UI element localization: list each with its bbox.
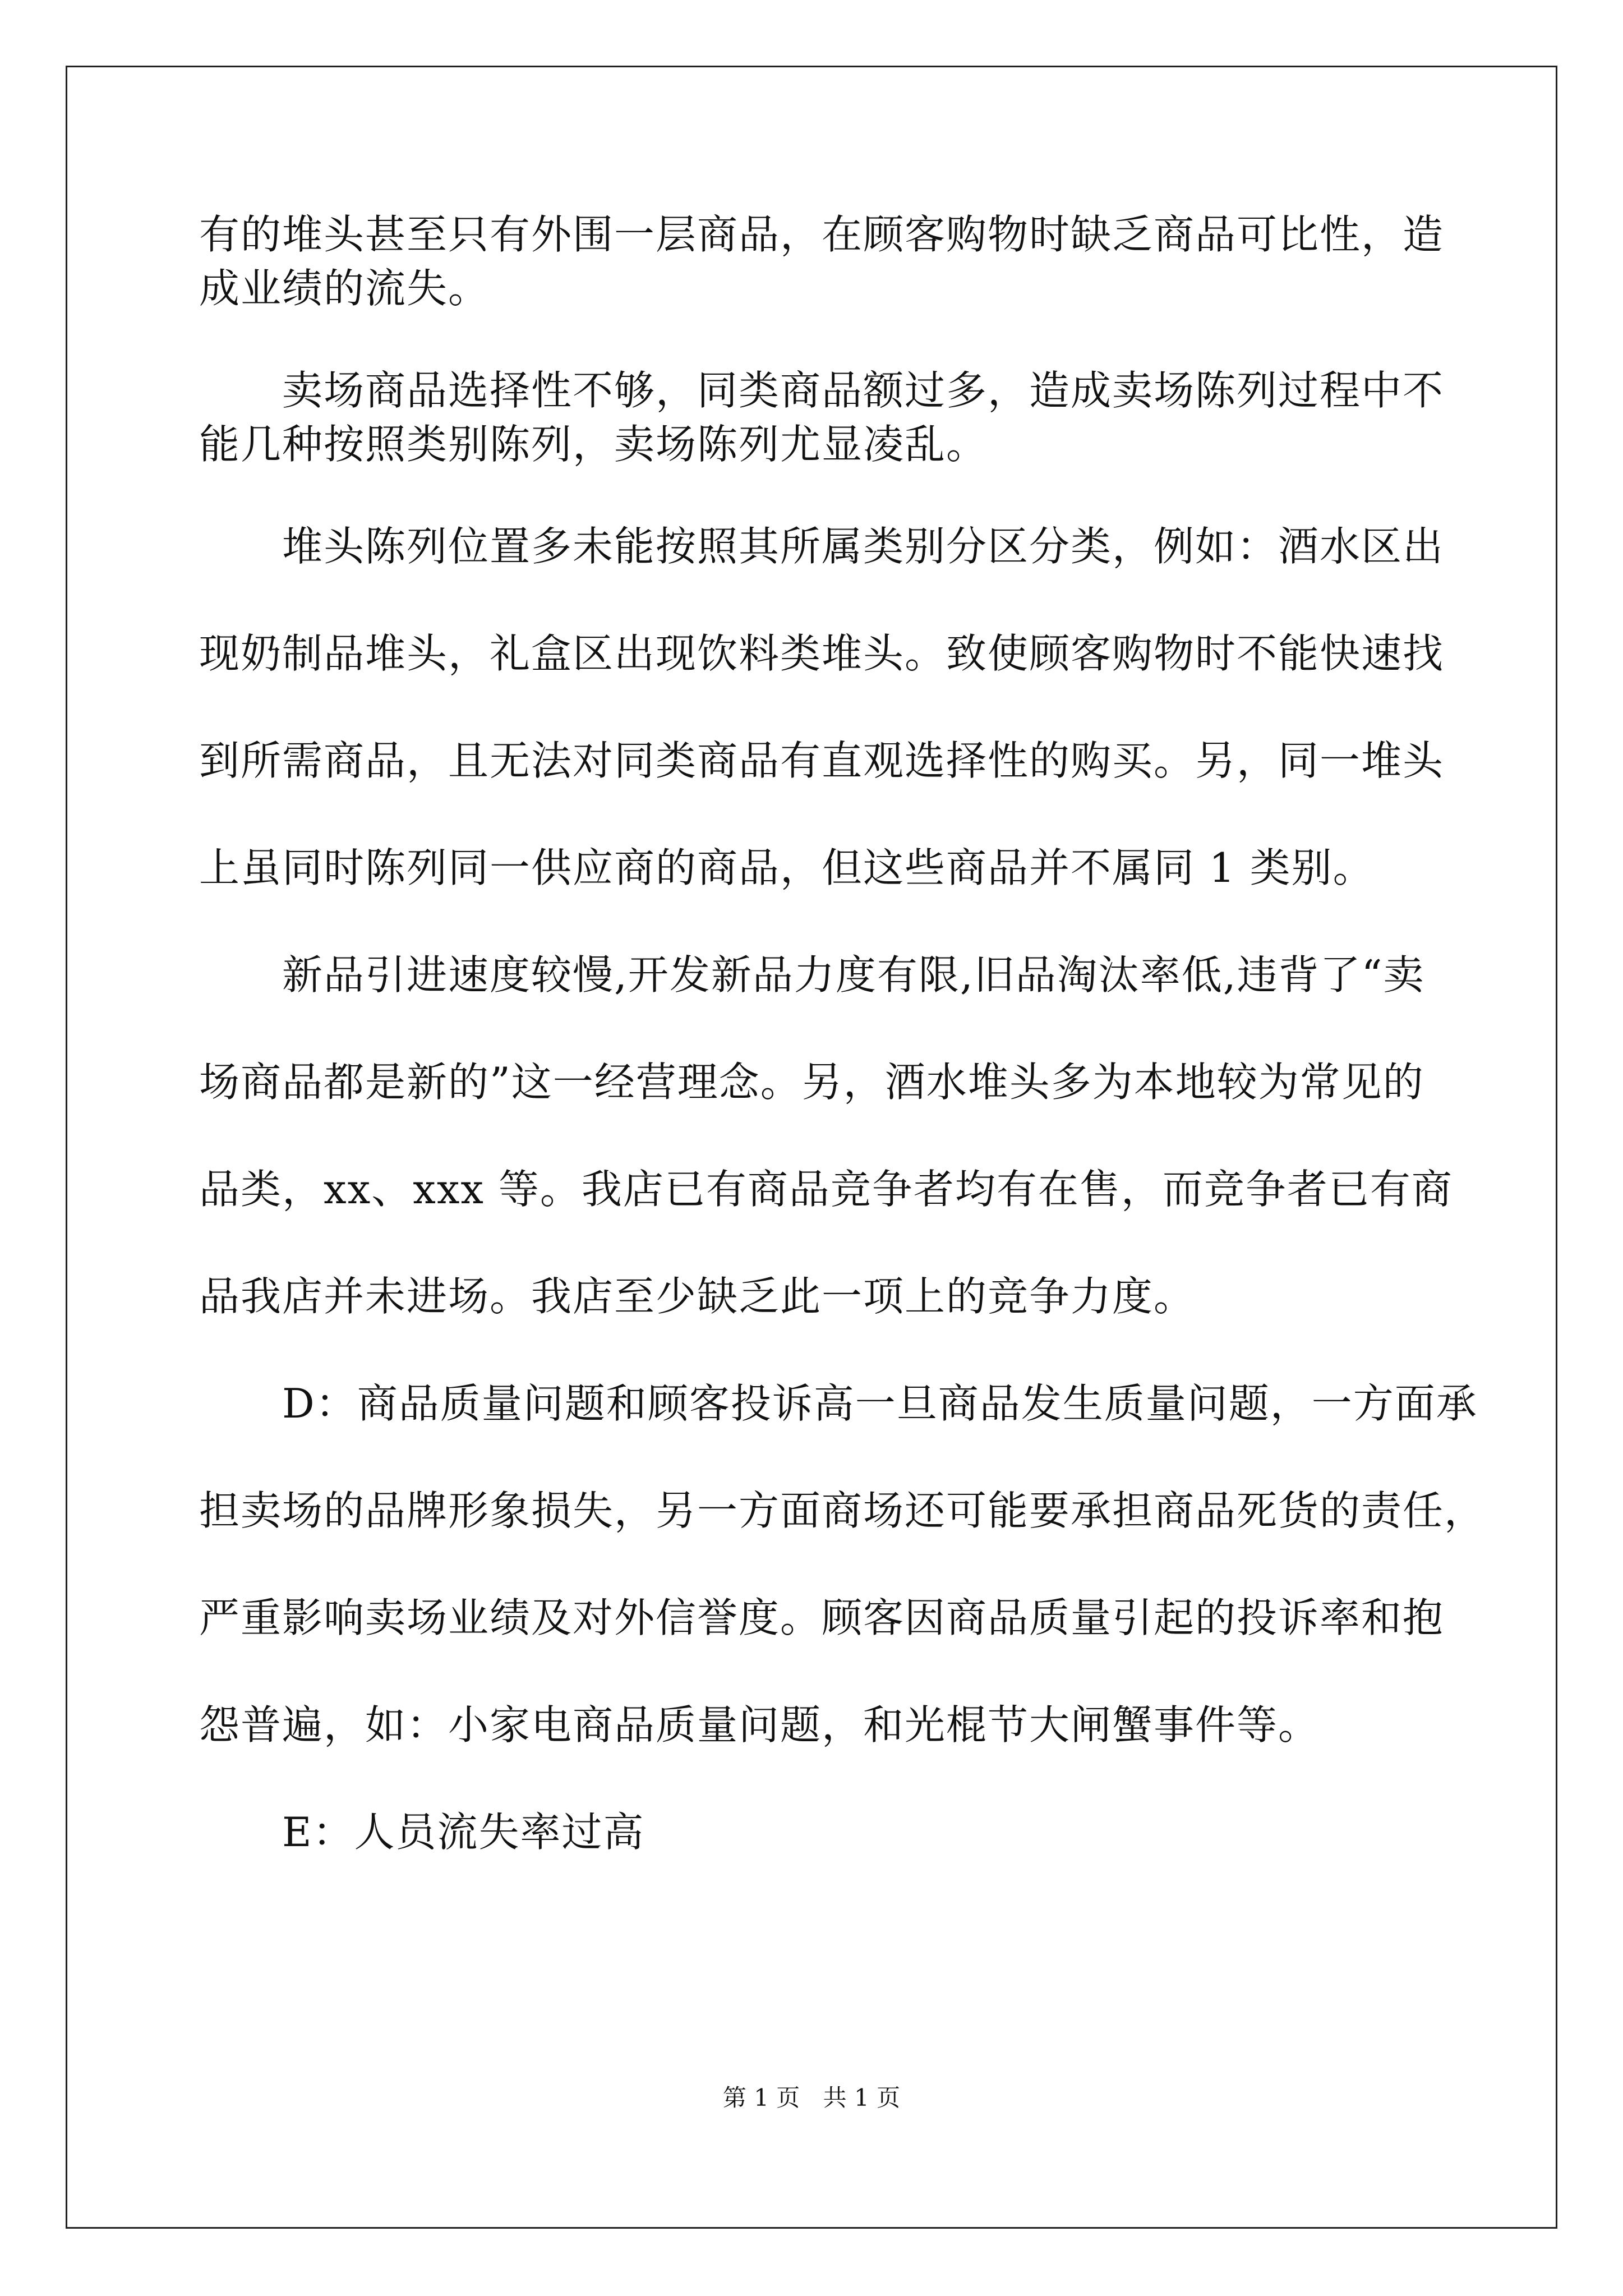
text-line: 品我店并未进场。我店至少缺乏此一项上的竞争力度。 <box>199 1273 1196 1320</box>
page-number: 第 1 页 <box>722 2084 800 2111</box>
text-line: 能几种按照类别陈列，卖场陈列尤显凌乱。 <box>199 421 988 468</box>
page-total: 共 1 页 <box>823 2084 901 2111</box>
text-line: 到所需商品，且无法对同类商品有直观选择性的购买。另，同一堆头 <box>199 737 1445 784</box>
text-line: 现奶制品堆头，礼盒区出现饮料类堆头。致使顾客购物时不能快速找 <box>199 630 1445 677</box>
text-line: 卖场商品选择性不够，同类商品额过多，造成卖场陈列过程中不 <box>199 367 1445 414</box>
text-line: 场商品都是新的”这一经营理念。另，酒水堆头多为本地较为常见的 <box>199 1059 1424 1106</box>
text-line: E：人员流失率过高 <box>199 1809 645 1856</box>
text-line: 有的堆头甚至只有外围一层商品，在顾客购物时缺乏商品可比性，造 <box>199 211 1445 258</box>
text-line: 严重影响卖场业绩及对外信誉度。顾客因商品质量引起的投诉率和抱 <box>199 1594 1445 1641</box>
text-line: 新品引进速度较慢,开发新品力度有限,旧品淘汰率低,违背了“卖 <box>199 951 1425 999</box>
text-line: 成业绩的流失。 <box>199 265 490 312</box>
text-line: D：商品质量问题和顾客投诉高一旦商品发生质量问题，一方面承 <box>199 1380 1478 1427</box>
document-body <box>199 208 1486 1859</box>
page-footer <box>0 2084 1623 2112</box>
text-line: 品类，xx、xxx 等。我店已有商品竞争者均有在售，而竞争者已有商 <box>199 1166 1453 1213</box>
text-line: 堆头陈列位置多未能按照其所属类别分区分类，例如：酒水区出 <box>199 523 1445 570</box>
text-line: 担卖场的品牌形象损失，另一方面商场还可能要承担商品死货的责任， <box>199 1487 1486 1534</box>
text-line: 怨普遍，如：小家电商品质量问题，和光棍节大闸蟹事件等。 <box>199 1701 1320 1749</box>
text-line: 上虽同时陈列同一供应商的商品，但这些商品并不属同 1 类别。 <box>199 844 1375 891</box>
